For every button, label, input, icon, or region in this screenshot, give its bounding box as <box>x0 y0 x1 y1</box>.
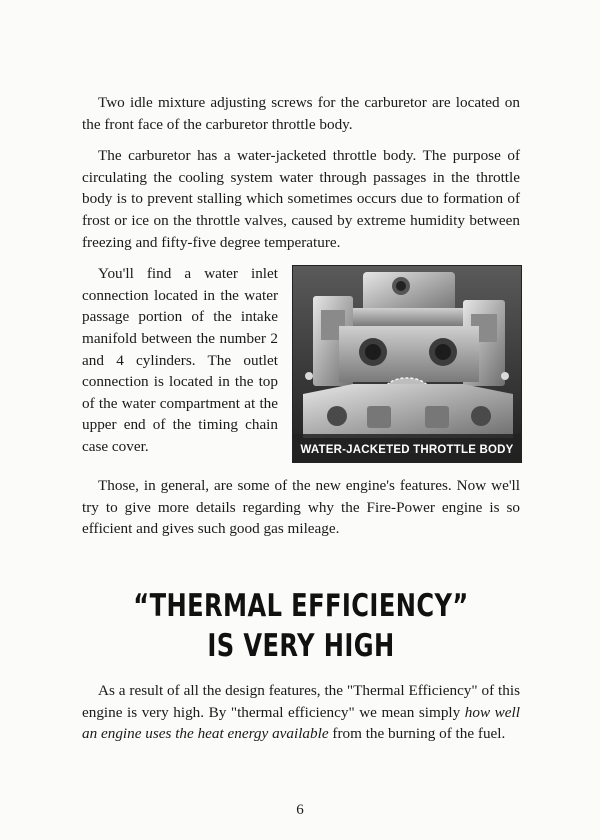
headline-line-2: IS VERY HIGH <box>207 627 395 664</box>
throttle-body-photo <box>292 265 522 463</box>
paragraph-thermal-efficiency <box>82 680 520 745</box>
paragraph-water-inlet: You'll find a water inlet connection located in the water passage portion of the intake manifold between the number 2 and 4 cylinders. The outlet connection is located in the top of the water compartment at the upper end of the timing chain case cover. <box>82 265 278 455</box>
side-text <box>82 263 278 457</box>
carburetor-illustration <box>293 266 521 462</box>
headline-line-1: “THERMAL EFFICIENCY” <box>133 587 469 624</box>
figure-caption: WATER-JACKETED THROTTLE BODY <box>300 444 514 457</box>
paragraph-water-jacket: The carburetor has a water-jacketed throttle body. The purpose of circulating the cooling system water through passages in the throttle body is to prevent stalling which sometimes occurs due to formation of frost or ice on the throttle valves, caused by extreme humidity between freezing and fifty-five degree temperature. <box>82 147 520 251</box>
paragraph-engine-features: Those, in general, are some of the new engine's features. Now we'll try to give more details regarding why the Fire-Power engine is so efficient and gives such good gas mileage. <box>82 477 520 538</box>
thermal-text-emphasis: how well an engine uses the heat energy available <box>82 703 520 743</box>
section-headline <box>82 586 520 666</box>
paragraph-idle-screws: Two idle mixture adjusting screws for the carburetor are located on the front face of the carburetor throttle body. <box>82 94 520 133</box>
page-number: 6 <box>296 802 304 818</box>
thermal-text-end: from the burning of the fuel. <box>328 725 506 743</box>
page-body <box>82 92 520 745</box>
figure-block <box>82 263 520 467</box>
thermal-text-start: As a result of all the design features, the "Thermal Efficiency" of this engine is very high. By "thermal efficiency" we mean simply <box>82 681 520 721</box>
